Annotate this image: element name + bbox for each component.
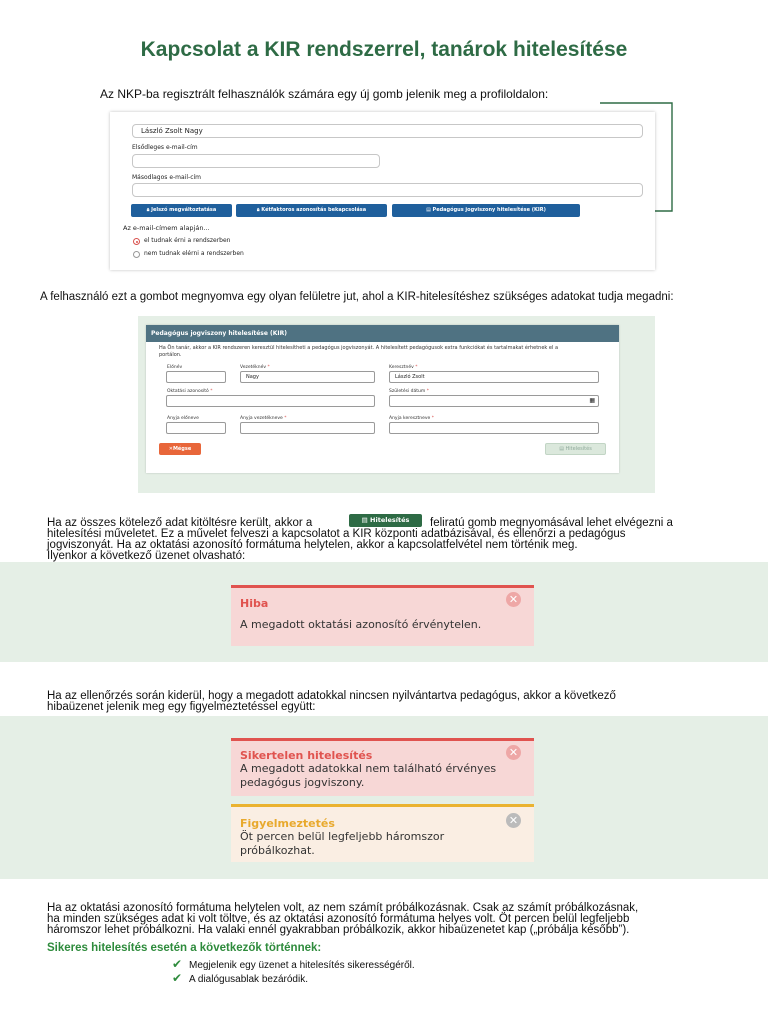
success-heading: Sikeres hitelesítés esetén a következők történnek: <box>47 942 322 954</box>
kir-dialog <box>146 325 619 473</box>
label-vezeteknev: Vezetéknév * <box>240 365 270 370</box>
field-anyja-vezeteknev[interactable] <box>240 422 375 434</box>
close-icon[interactable]: ✕ <box>506 813 521 828</box>
paragraph-2-line-2: hitelesítési műveletet. Ez a művelet felveszi a kapcsolatot a KIR központi adatbázisával, és ellenőrzi a pedagógus <box>47 528 626 540</box>
id-card-icon: ▤ <box>361 516 371 524</box>
paragraph-2-line-1a: Ha az összes kötelező adat kitöltésre került, akkor a <box>47 517 313 529</box>
label-elonev: Előnév <box>167 365 183 370</box>
id-card-icon: ▤ <box>559 446 566 452</box>
field-vezeteknev[interactable]: Nagy <box>240 371 375 383</box>
success-item-2: A dialógusablak bezáródik. <box>189 974 308 985</box>
field-oktatasi[interactable] <box>166 395 375 407</box>
lock-icon: 🔒︎ <box>256 207 262 213</box>
secondary-email-field[interactable] <box>132 183 643 197</box>
label-anyja-elonev: Anyja előneve <box>167 416 199 421</box>
id-card-icon: ▤ <box>426 207 433 213</box>
field-elonev[interactable] <box>166 371 226 383</box>
calendar-icon[interactable]: ▦ <box>589 397 595 404</box>
email-based-label: Az e-mail-címem alapján... <box>123 224 210 232</box>
dialog-intro: Ha Ön tanár, akkor a KIR rendszeren keresztül hitelesítheti a pedagógus jogviszonyát. A hitelesített pedagógusok extra funkciókat és tartalmakat érhetnek el a portálon. <box>159 345 559 358</box>
error-alert-message: A megadott oktatási azonosító érvénytelen. <box>240 618 482 631</box>
failed-auth-alert <box>231 738 534 796</box>
paragraph-3-line-1: Ha az ellenőrzés során kiderül, hogy a megadott adatokkal nincsen nyilvántartva pedagógus, akkor a következő <box>47 690 616 702</box>
submit-button-disabled[interactable]: ▤ Hitelesítés <box>545 443 606 455</box>
paragraph-4-line-2: ha minden szükséges adat ki volt töltve, és az oktatási azonosító formátuma helyes volt. Öt percen belül legfeljebb <box>47 913 630 925</box>
close-icon: ✕ <box>168 446 173 452</box>
failed-auth-title: Sikertelen hitelesítés <box>240 749 373 762</box>
close-icon[interactable]: ✕ <box>506 592 521 607</box>
check-icon: ✔ <box>172 957 183 971</box>
label-anyja-keresztnev: Anyja keresztneve * <box>389 416 434 421</box>
warning-alert <box>231 804 534 862</box>
paragraph-2-line-1b: feliratú gomb megnyomásával lehet elvégezni a <box>430 517 673 529</box>
cancel-button[interactable]: ✕Mégse <box>159 443 201 455</box>
close-icon[interactable]: ✕ <box>506 745 521 760</box>
warning-title: Figyelmeztetés <box>240 817 335 830</box>
radio-reachable[interactable] <box>133 238 140 245</box>
label-keresztnev: Keresztnév * <box>389 365 418 370</box>
key-icon: 🔒︎ <box>146 207 152 213</box>
paragraph-2-line-4: Ilyenkor a következő üzenet olvasható: <box>47 550 246 562</box>
check-icon: ✔ <box>172 971 183 985</box>
radio-not-reachable-label: nem tudnak elérni a rendszerben <box>144 250 244 257</box>
error-alert-title: Hiba <box>240 597 269 610</box>
paragraph-2-line-3: jogviszonyát. Ha az oktatási azonosító formátuma helytelen, akkor a kapcsolatfelvétel nem történik meg. <box>47 539 578 551</box>
inline-submit-button: ▤ Hitelesítés <box>349 514 422 527</box>
paragraph-1: A felhasználó ezt a gombot megnyomva egy olyan felületre jut, ahol a KIR-hitelesítéshez szükséges adatokat tudja megadni: <box>40 291 674 303</box>
success-item-1: Megjelenik egy üzenet a hitelesítés sikerességéről. <box>189 960 415 971</box>
name-field[interactable]: László Zsolt Nagy <box>132 124 643 138</box>
field-anyja-keresztnev[interactable] <box>389 422 599 434</box>
primary-email-field[interactable] <box>132 154 380 168</box>
warning-message: Öt percen belül legfeljebb háromszor próbálkozhat. <box>240 830 445 857</box>
label-szuletesi: Születési dátum * <box>389 389 429 394</box>
radio-reachable-label: el tudnak érni a rendszerben <box>144 237 231 244</box>
two-factor-button[interactable]: 🔒︎ Kétfaktoros azonosítás bekapcsolása <box>236 204 387 217</box>
field-szuletesi[interactable] <box>389 395 599 407</box>
paragraph-3-line-2: hibaüzenet jelenik meg egy figyelmeztetéssel együtt: <box>47 701 316 713</box>
paragraph-4-line-3: háromszor lehet próbálkozni. Ha valaki ennél gyakrabban próbálkozik, akkor hibaüzenetet kap („próbálja később”). <box>47 924 630 936</box>
error-alert <box>231 585 534 646</box>
field-keresztnev[interactable]: László Zsolt <box>389 371 599 383</box>
secondary-email-label: Másodlagos e-mail-cím <box>132 174 202 181</box>
profile-screenshot <box>110 112 655 270</box>
field-anyja-elonev[interactable] <box>166 422 226 434</box>
intro-text: Az NKP-ba regisztrált felhasználók számára egy új gomb jelenik meg a profiloldalon: <box>100 87 549 101</box>
primary-email-label: Elsődleges e-mail-cím <box>132 144 198 151</box>
failed-auth-message: A megadott adatokkal nem található érvényes pedagógus jogviszony. <box>240 762 497 789</box>
label-oktatasi: Oktatási azonosító * <box>167 389 213 394</box>
page-title: Kapcsolat a KIR rendszerrel, tanárok hitelesítése <box>140 38 628 61</box>
dialog-title: Pedagógus jogviszony hitelesítése (KIR) <box>146 325 619 342</box>
kir-auth-button[interactable]: ▤ Pedagógus jogviszony hitelesítése (KIR) <box>392 204 580 217</box>
change-password-button[interactable]: 🔒︎ Jelszó megváltoztatása <box>131 204 232 217</box>
paragraph-4-line-1: Ha az oktatási azonosító formátuma helytelen volt, az nem számít próbálkozásnak. Csak az számít próbálkozásnak, <box>47 902 639 914</box>
label-anyja-vezeteknev: Anyja vezetékneve * <box>240 416 287 421</box>
radio-not-reachable[interactable] <box>133 251 140 258</box>
